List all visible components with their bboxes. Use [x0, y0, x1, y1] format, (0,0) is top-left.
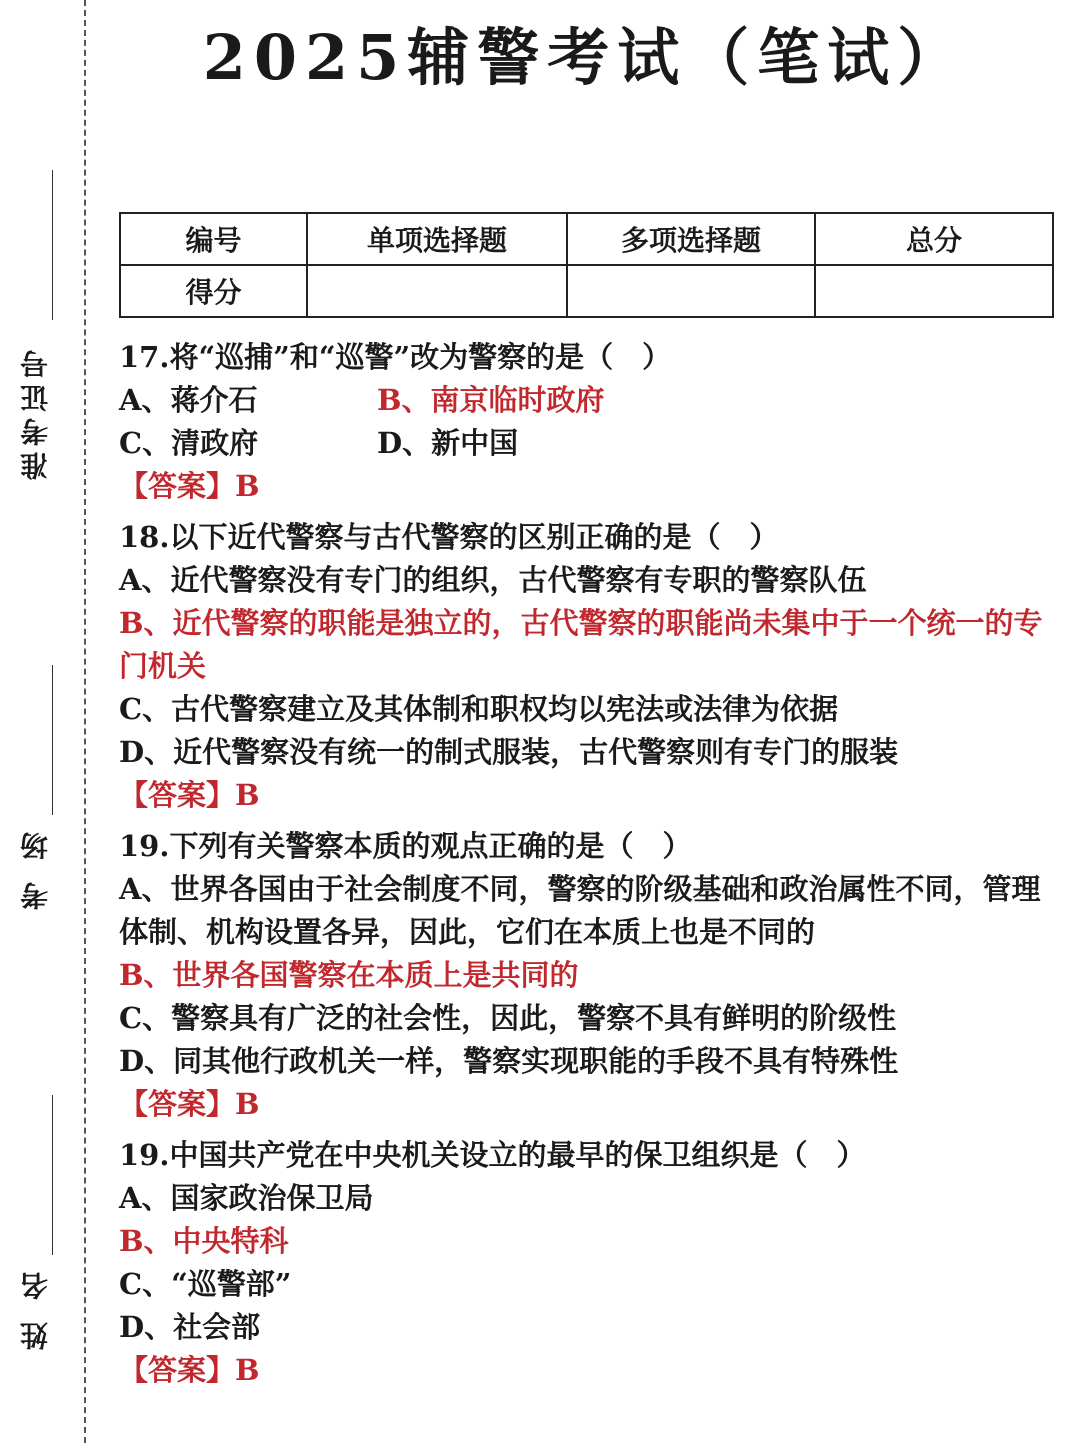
answer-label: 【答案】B	[119, 469, 260, 503]
option-b-correct: B、南京临时政府	[377, 383, 605, 417]
option-d: D、社会部	[119, 1310, 261, 1344]
score-table-header-row	[120, 213, 1053, 265]
option-b-correct: B、中央特科	[119, 1224, 289, 1258]
page-title: 2025辅警考试（笔试）	[202, 21, 968, 94]
option-d: D、同其他行政机关一样，警察实现职能的手段不具有特殊性	[119, 1044, 899, 1078]
option-row	[119, 422, 1064, 465]
option-c: C、“巡警部”	[119, 1267, 292, 1301]
question-stem: 19.下列有关警察本质的观点正确的是（ ）	[119, 829, 692, 863]
option-c: C、清政府	[119, 426, 259, 460]
score-header-id: 编号	[120, 213, 307, 265]
question-stem: 17.将“巡捕”和“巡警”改为警察的是（ ）	[119, 340, 672, 374]
option-b-correct: B、世界各国警察在本质上是共同的	[119, 958, 579, 992]
answer-label: 【答案】B	[119, 1353, 260, 1387]
question-17	[119, 336, 1064, 508]
answer-label: 【答案】B	[119, 778, 260, 812]
option-d: D、新中国	[377, 426, 519, 460]
option-c: C、警察具有广泛的社会性，因此，警察不具有鲜明的阶级性	[119, 1001, 897, 1035]
score-header-total: 总分	[815, 213, 1053, 265]
question-18	[119, 516, 1064, 817]
score-header-multiple: 多项选择题	[567, 213, 815, 265]
room-underline	[52, 665, 53, 815]
option-c: C、古代警察建立及其体制和职权均以宪法或法律为依据	[119, 692, 839, 726]
score-header-single: 单项选择题	[307, 213, 567, 265]
score-cell-multiple	[567, 265, 815, 317]
option-a: A、世界各国由于社会制度不同，警察的阶级基础和政治属性不同，管理体制、机构设置各异，因此，它们在本质上也是不同的	[119, 872, 1041, 949]
score-table	[119, 212, 1054, 318]
name-underline	[52, 1095, 53, 1255]
question-list	[119, 336, 1064, 1400]
score-row-label: 得分	[120, 265, 307, 317]
score-cell-total	[815, 265, 1053, 317]
option-a: A、蒋介石	[119, 383, 258, 417]
option-a: A、近代警察没有专门的组织，古代警察有专职的警察队伍	[119, 563, 867, 597]
exam-id-label: 准考证号	[19, 344, 52, 480]
question-19b	[119, 1134, 1064, 1392]
question-19	[119, 825, 1064, 1126]
name-label: 姓 名	[19, 1266, 52, 1350]
option-a: A、国家政治保卫局	[119, 1181, 374, 1215]
option-b-correct: B、近代警察的职能是独立的，古代警察的职能尚未集中于一个统一的专门机关	[119, 606, 1043, 683]
answer-label: 【答案】B	[119, 1087, 260, 1121]
question-stem: 18.以下近代警察与古代警察的区别正确的是（ ）	[119, 520, 779, 554]
option-d: D、近代警察没有统一的制式服装，古代警察则有专门的服装	[119, 735, 899, 769]
score-cell-single	[307, 265, 567, 317]
room-label: 考 场	[19, 826, 52, 910]
score-table-score-row	[120, 265, 1053, 317]
cut-line	[84, 0, 86, 1443]
exam-id-underline	[52, 170, 53, 320]
option-row	[119, 379, 1064, 422]
question-stem: 19.中国共产党在中央机关设立的最早的保卫组织是（ ）	[119, 1138, 866, 1172]
